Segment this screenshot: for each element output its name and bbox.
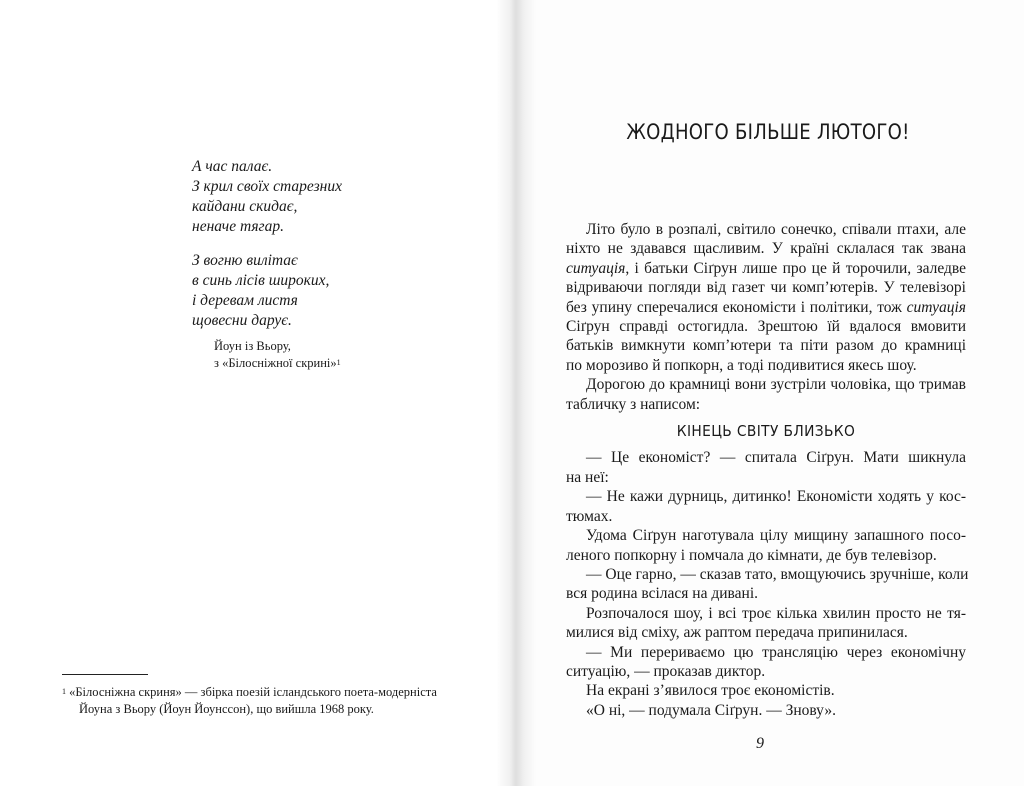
body-line: Розпочалося шоу, і всі троє кілька хвилин просто не тя- [586,604,966,622]
footnote-separator [62,674,148,675]
body-line: — Ми перериваємо цю трансляцію через економічну [586,643,966,661]
poem-line: і деревам листя [192,292,298,309]
footnote-text-1: «Білосніжна скриня» — збірка поезій ісландського поета-модерніста [69,685,437,699]
poem-line: неначе тягар. [192,218,284,235]
attribution-source [214,355,341,372]
body-line: ніхто не здавався щасливим. У країні склалася так звана [566,240,966,258]
attribution-source-text: з «Білосніжної скрині» [214,356,337,370]
footnote-line-1 [62,684,462,701]
italic-word: ситуація [906,298,966,316]
body-line-text: , і батьки Сіґрун лише про це й торочили, заледве [625,259,966,277]
poem-attribution [214,338,341,372]
italic-word: ситуація [566,259,626,277]
body-line: табличку з написом: [566,395,701,413]
poem-line: З крил своїх старезних [192,178,342,195]
poem-line: З вогню вилітає [192,252,298,269]
footnote-line-2: Йоуна з Вьору (Йоун Йоунссон), що вийшла 1968 року. [79,702,374,716]
body-line: — Не кажи дурниць, дитинко! Економісти ходять у кос- [586,488,966,506]
poem-line: щовесни дарує. [192,312,292,329]
page-number: 9 [756,735,764,752]
epigraph-poem [192,157,342,345]
body-line: На екрані з’явилося троє економістів. [586,682,835,700]
book-gutter-shadow [496,0,536,786]
body-line [566,259,966,278]
body-line: Літо було в розпалі, світило сонечко, співали птахи, але [586,221,966,238]
body-line: — Оце гарно, — сказав тато, вмощуючись зручніше, коли [586,565,969,583]
body-line-text: без упину сперечалися економісти і політики, тож [566,298,907,316]
body-line: милися від сміху, аж раптом передача припинилася. [566,624,908,642]
body-line: Дорогою до крамниці вони зустріли чоловіка, що тримав [586,376,966,394]
poem-line: кайдани скидає, [192,198,298,215]
body-line: відриваючи погляди від газет чи комп’ютерів. У телевізорі [566,279,966,297]
body-line: — Це економіст? — спитала Сіґрун. Мати шикнула [586,449,966,467]
body-line: батьків вимкнути комп’ютери та піти разом до крамниці [566,337,966,355]
dialogue-block [566,448,969,720]
footnote-reference: 1 [336,358,341,367]
poem-stanza-1 [192,157,342,237]
body-line: Удома Сіґрун наготувала цілу мищину запашного посо- [586,527,966,545]
poem-line: в синь лісів широких, [192,272,330,289]
poem-stanza-2 [192,251,342,331]
attribution-author: Йоун із Вьору, [214,339,291,353]
body-line: на неї: [566,468,609,486]
footnote-mark: 1 [62,687,66,696]
poem-line: А час палає. [192,158,273,175]
body-line: тюмах. [566,507,613,525]
body-line: Сіґрун справді остогидла. Зрештою їй вдалося вмовити [566,318,966,336]
body-line: вся родина всілася на дивані. [566,585,759,603]
body-line: ситуацію, — проказав диктор. [566,662,766,680]
body-line: «О ні, — подумала Сіґрун. — Знову». [586,701,836,719]
body-line: леного попкорну і помчала до кімнати, де був телевізор. [566,546,937,564]
chapter-body [566,220,969,720]
sign-text: КІНЕЦЬ СВІТУ БЛИЗЬКО [676,422,856,441]
body-line: по морозиво й попкорн, а тоді подивитися якесь шоу. [566,356,917,374]
body-line [566,298,966,317]
footnote [62,684,462,718]
chapter-title: ЖОДНОГО БІЛЬШЕ ЛЮТОГО! [626,120,910,144]
